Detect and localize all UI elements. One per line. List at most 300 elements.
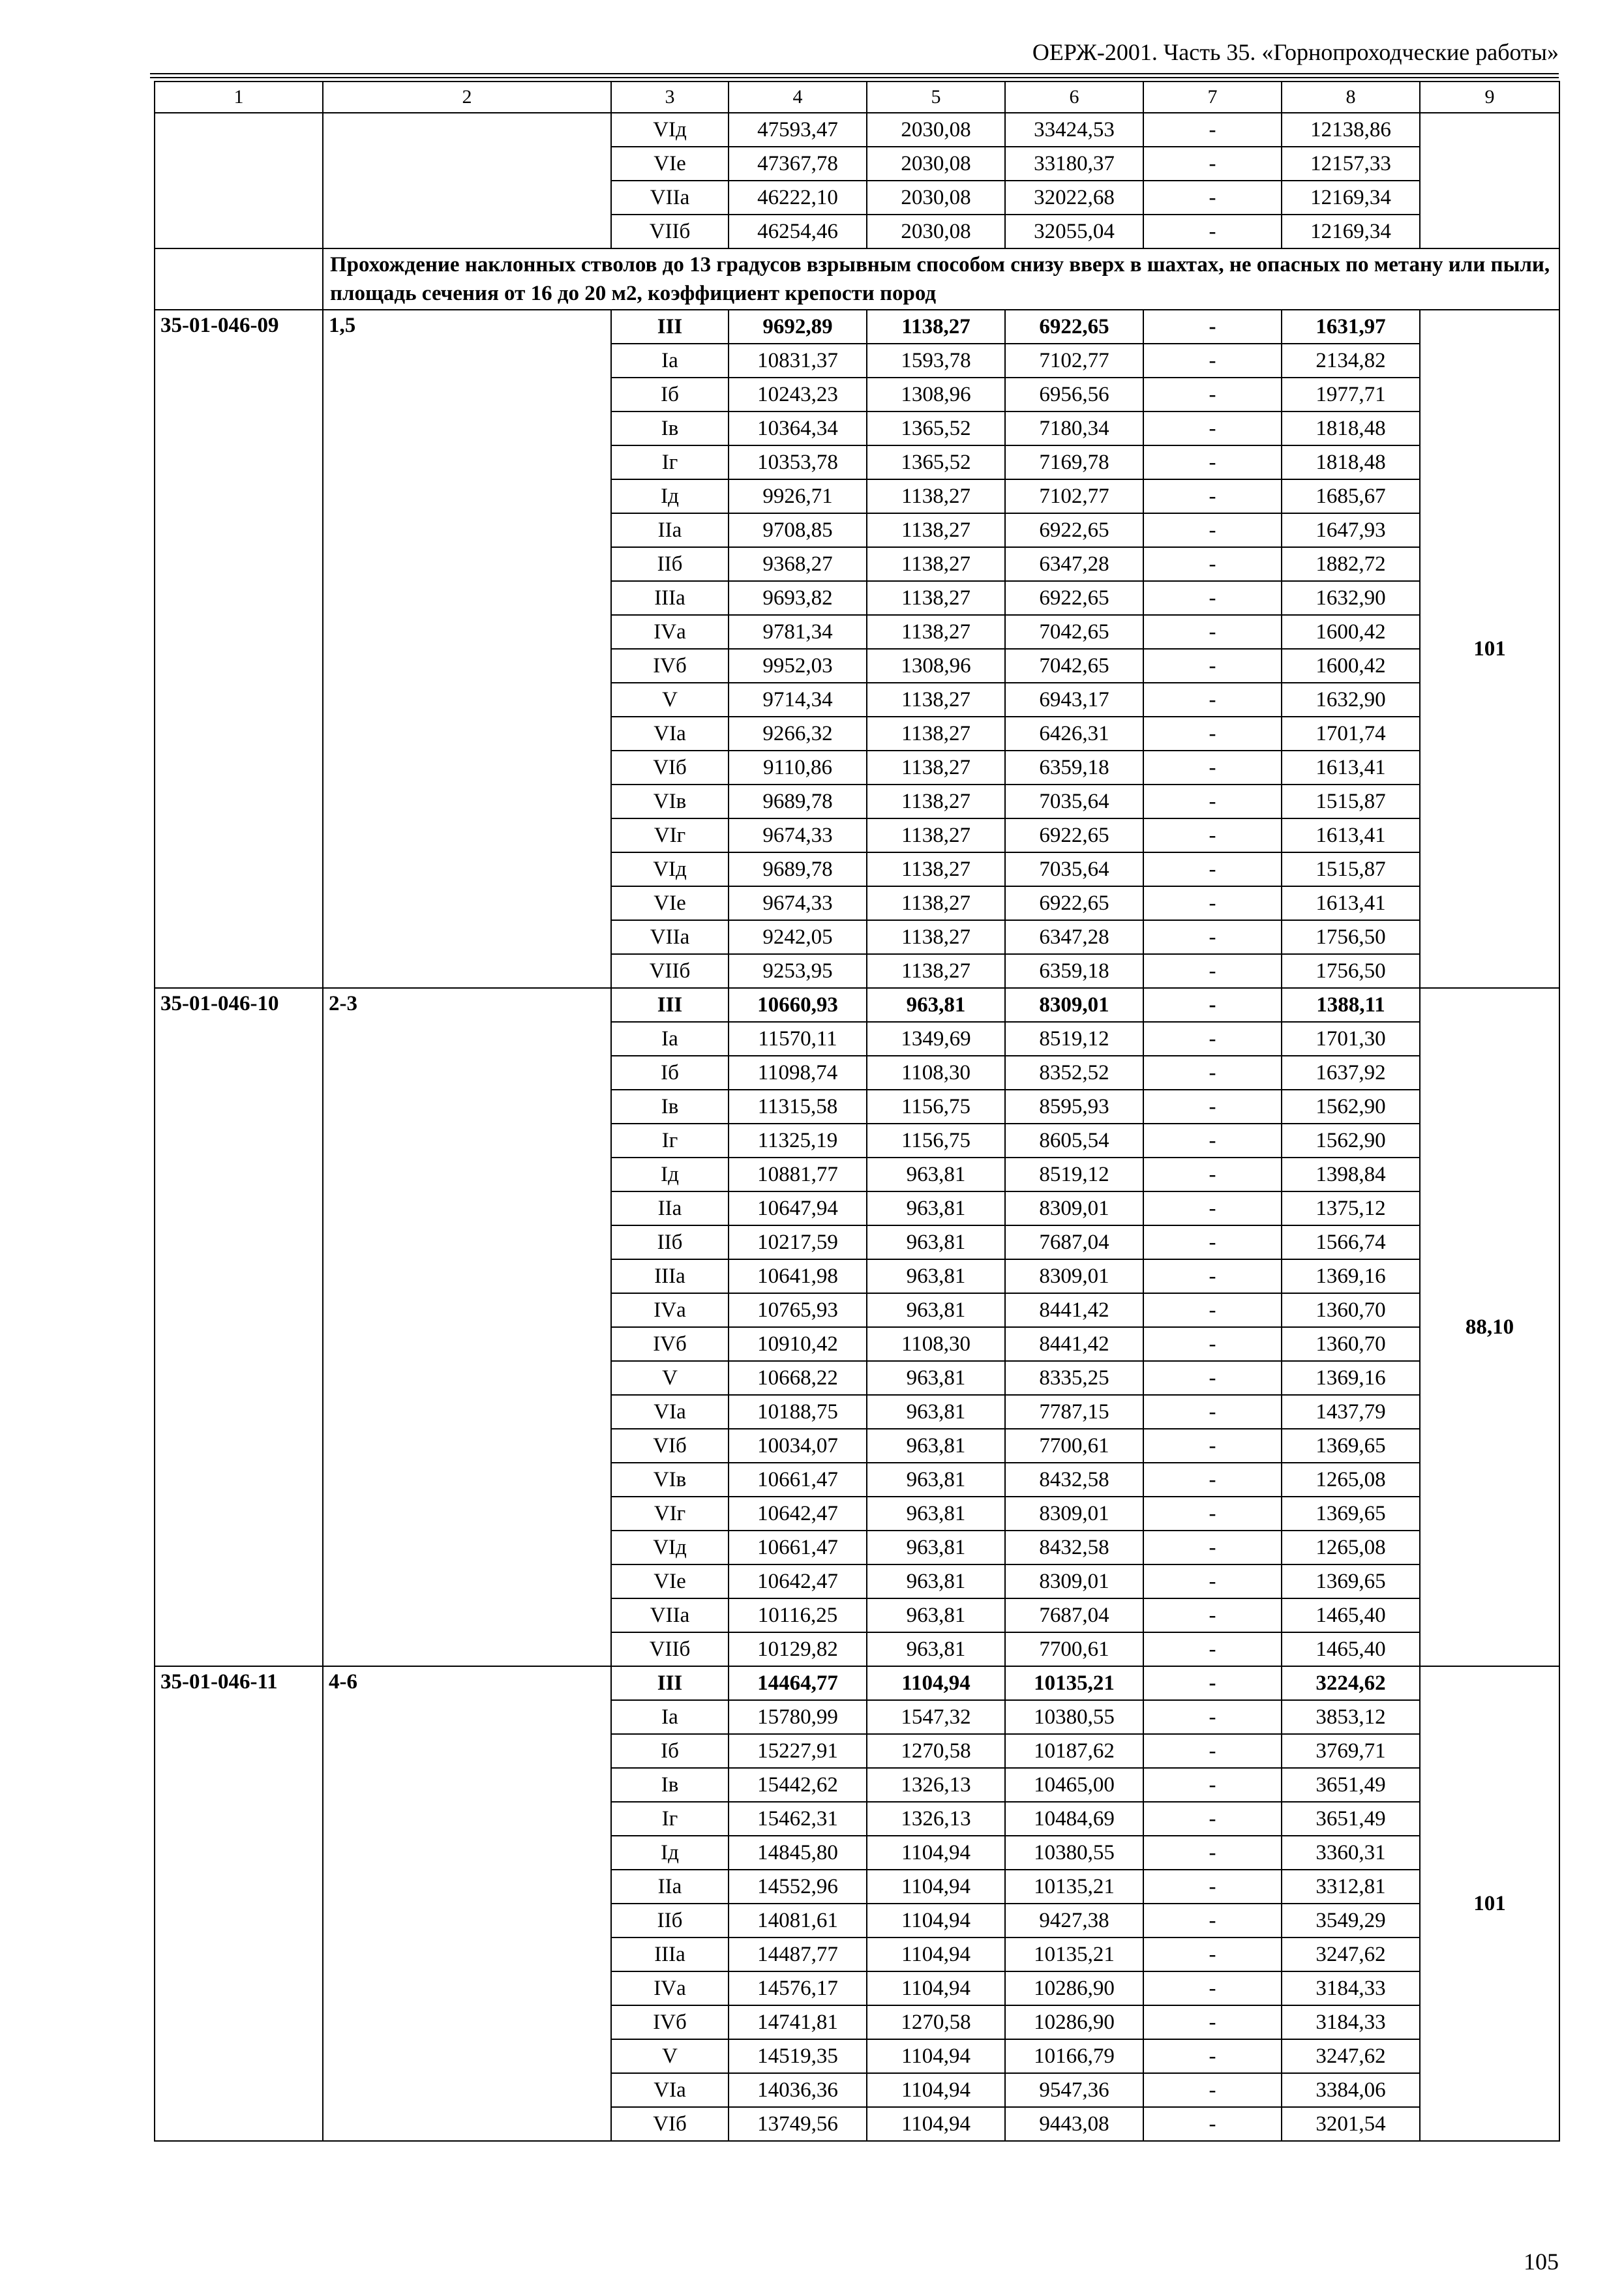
- col9-cell: 101: [1420, 1666, 1559, 2141]
- variant-cell: Iг: [611, 1124, 729, 1158]
- materials-cost-cell: 1369,16: [1282, 1259, 1420, 1293]
- variant-cell: VIIб: [611, 1632, 729, 1666]
- total-cost-cell: 14845,80: [729, 1836, 867, 1870]
- total-cost-cell: 11325,19: [729, 1124, 867, 1158]
- materials-cost-cell: 1465,40: [1282, 1632, 1420, 1666]
- page-number: 105: [1524, 2249, 1559, 2275]
- rate-code-cell: 35-01-046-11: [155, 1666, 323, 2141]
- variant-cell: IIа: [611, 513, 729, 547]
- driver-wage-cell: -: [1143, 344, 1282, 378]
- total-cost-cell: 47593,47: [729, 113, 867, 147]
- materials-cost-cell: 1632,90: [1282, 683, 1420, 717]
- machine-cost-cell: 10484,69: [1005, 1802, 1143, 1836]
- labor-cost-cell: 1138,27: [867, 717, 1005, 751]
- variant-cell: Iв: [611, 1090, 729, 1124]
- driver-wage-cell: -: [1143, 1802, 1282, 1836]
- materials-cost-cell: 1465,40: [1282, 1598, 1420, 1632]
- variant-cell: III: [611, 1666, 729, 1700]
- labor-cost-cell: 1270,58: [867, 1734, 1005, 1768]
- labor-cost-cell: 1547,32: [867, 1700, 1005, 1734]
- labor-cost-cell: 963,81: [867, 1632, 1005, 1666]
- machine-cost-cell: 8441,42: [1005, 1293, 1143, 1327]
- variant-cell: VIIб: [611, 215, 729, 248]
- driver-wage-cell: -: [1143, 1937, 1282, 1971]
- labor-cost-cell: 1138,27: [867, 547, 1005, 581]
- machine-cost-cell: 8432,58: [1005, 1463, 1143, 1497]
- col9-cell: [1420, 113, 1559, 248]
- labor-cost-cell: 963,81: [867, 1531, 1005, 1564]
- total-cost-cell: 11315,58: [729, 1090, 867, 1124]
- variant-cell: Iб: [611, 1734, 729, 1768]
- materials-cost-cell: 1360,70: [1282, 1293, 1420, 1327]
- labor-cost-cell: 1365,52: [867, 411, 1005, 445]
- labor-cost-cell: 1138,27: [867, 886, 1005, 920]
- variant-cell: V: [611, 1361, 729, 1395]
- machine-cost-cell: 10135,21: [1005, 1937, 1143, 1971]
- machine-cost-cell: 33424,53: [1005, 113, 1143, 147]
- total-cost-cell: 10364,34: [729, 411, 867, 445]
- labor-cost-cell: 2030,08: [867, 181, 1005, 215]
- variant-cell: VIIа: [611, 181, 729, 215]
- machine-cost-cell: 10286,90: [1005, 1971, 1143, 2005]
- total-cost-cell: 10661,47: [729, 1531, 867, 1564]
- driver-wage-cell: -: [1143, 2005, 1282, 2039]
- driver-wage-cell: -: [1143, 785, 1282, 818]
- driver-wage-cell: -: [1143, 1395, 1282, 1429]
- column-header: 2: [323, 82, 611, 113]
- labor-cost-cell: 1138,27: [867, 683, 1005, 717]
- driver-wage-cell: -: [1143, 1191, 1282, 1225]
- labor-cost-cell: 1138,27: [867, 785, 1005, 818]
- machine-cost-cell: 10135,21: [1005, 1666, 1143, 1700]
- driver-wage-cell: -: [1143, 513, 1282, 547]
- variant-cell: IVб: [611, 1327, 729, 1361]
- labor-cost-cell: 1365,52: [867, 445, 1005, 479]
- header-rule-top: [150, 73, 1559, 74]
- driver-wage-cell: -: [1143, 615, 1282, 649]
- variant-cell: III: [611, 988, 729, 1022]
- labor-cost-cell: 1104,94: [867, 2039, 1005, 2073]
- driver-wage-cell: -: [1143, 1361, 1282, 1395]
- total-cost-cell: 10188,75: [729, 1395, 867, 1429]
- rate-code-cell: 35-01-046-09: [155, 310, 323, 988]
- labor-cost-cell: 1308,96: [867, 378, 1005, 411]
- labor-cost-cell: 963,81: [867, 1395, 1005, 1429]
- driver-wage-cell: -: [1143, 1429, 1282, 1463]
- machine-cost-cell: 6922,65: [1005, 581, 1143, 615]
- labor-cost-cell: 1138,27: [867, 310, 1005, 344]
- driver-wage-cell: -: [1143, 1564, 1282, 1598]
- driver-wage-cell: -: [1143, 1327, 1282, 1361]
- table-row: [155, 113, 1559, 147]
- labor-cost-cell: 1104,94: [867, 1904, 1005, 1937]
- driver-wage-cell: -: [1143, 411, 1282, 445]
- materials-cost-cell: 1631,97: [1282, 310, 1420, 344]
- machine-cost-cell: 6347,28: [1005, 547, 1143, 581]
- total-cost-cell: 9253,95: [729, 954, 867, 988]
- total-cost-cell: 11098,74: [729, 1056, 867, 1090]
- labor-cost-cell: 1104,94: [867, 1870, 1005, 1904]
- total-cost-cell: 10765,93: [729, 1293, 867, 1327]
- labor-cost-cell: 963,81: [867, 988, 1005, 1022]
- driver-wage-cell: -: [1143, 1463, 1282, 1497]
- labor-cost-cell: 1270,58: [867, 2005, 1005, 2039]
- column-header: 9: [1420, 82, 1559, 113]
- driver-wage-cell: -: [1143, 1598, 1282, 1632]
- total-cost-cell: 13749,56: [729, 2107, 867, 2141]
- machine-cost-cell: 7687,04: [1005, 1598, 1143, 1632]
- machine-cost-cell: 10135,21: [1005, 1870, 1143, 1904]
- table-row: [155, 310, 1559, 344]
- materials-cost-cell: 3201,54: [1282, 2107, 1420, 2141]
- machine-cost-cell: 32055,04: [1005, 215, 1143, 248]
- total-cost-cell: 9952,03: [729, 649, 867, 683]
- materials-cost-cell: 1398,84: [1282, 1158, 1420, 1191]
- machine-cost-cell: 10380,55: [1005, 1700, 1143, 1734]
- labor-cost-cell: 963,81: [867, 1564, 1005, 1598]
- machine-cost-cell: 7787,15: [1005, 1395, 1143, 1429]
- total-cost-cell: 9692,89: [729, 310, 867, 344]
- variant-cell: VIд: [611, 852, 729, 886]
- variant-cell: VIв: [611, 1463, 729, 1497]
- variant-cell: IIа: [611, 1191, 729, 1225]
- materials-cost-cell: 1613,41: [1282, 886, 1420, 920]
- materials-cost-cell: 12169,34: [1282, 181, 1420, 215]
- total-cost-cell: 14036,36: [729, 2073, 867, 2107]
- driver-wage-cell: -: [1143, 1056, 1282, 1090]
- machine-cost-cell: 6359,18: [1005, 751, 1143, 785]
- variant-cell: IIб: [611, 1225, 729, 1259]
- labor-cost-cell: 963,81: [867, 1497, 1005, 1531]
- driver-wage-cell: -: [1143, 649, 1282, 683]
- machine-cost-cell: 33180,37: [1005, 147, 1143, 181]
- total-cost-cell: 10641,98: [729, 1259, 867, 1293]
- total-cost-cell: 10881,77: [729, 1158, 867, 1191]
- table-row: [155, 1666, 1559, 1700]
- total-cost-cell: 10129,82: [729, 1632, 867, 1666]
- labor-cost-cell: 963,81: [867, 1429, 1005, 1463]
- materials-cost-cell: 2134,82: [1282, 344, 1420, 378]
- machine-cost-cell: 6943,17: [1005, 683, 1143, 717]
- labor-cost-cell: 1138,27: [867, 920, 1005, 954]
- total-cost-cell: 9266,32: [729, 717, 867, 751]
- variant-cell: Iб: [611, 378, 729, 411]
- machine-cost-cell: 7700,61: [1005, 1429, 1143, 1463]
- total-cost-cell: 10642,47: [729, 1564, 867, 1598]
- labor-cost-cell: 1104,94: [867, 1937, 1005, 1971]
- total-cost-cell: 14464,77: [729, 1666, 867, 1700]
- total-cost-cell: 10034,07: [729, 1429, 867, 1463]
- materials-cost-cell: 1566,74: [1282, 1225, 1420, 1259]
- variant-cell: IVб: [611, 649, 729, 683]
- total-cost-cell: 10642,47: [729, 1497, 867, 1531]
- variant-cell: IIIа: [611, 1259, 729, 1293]
- materials-cost-cell: 1375,12: [1282, 1191, 1420, 1225]
- materials-cost-cell: 3360,31: [1282, 1836, 1420, 1870]
- variant-cell: IIб: [611, 1904, 729, 1937]
- materials-cost-cell: 1685,67: [1282, 479, 1420, 513]
- total-cost-cell: 9781,34: [729, 615, 867, 649]
- materials-cost-cell: 1369,65: [1282, 1564, 1420, 1598]
- section-title-row: [155, 248, 1559, 310]
- driver-wage-cell: -: [1143, 479, 1282, 513]
- machine-cost-cell: 7687,04: [1005, 1225, 1143, 1259]
- variant-cell: V: [611, 683, 729, 717]
- variant-cell: Iа: [611, 1022, 729, 1056]
- materials-cost-cell: 3384,06: [1282, 2073, 1420, 2107]
- variant-cell: IVб: [611, 2005, 729, 2039]
- variant-cell: VIд: [611, 1531, 729, 1564]
- driver-wage-cell: -: [1143, 215, 1282, 248]
- variant-cell: VIе: [611, 886, 729, 920]
- labor-cost-cell: 2030,08: [867, 147, 1005, 181]
- labor-cost-cell: 1104,94: [867, 1971, 1005, 2005]
- machine-cost-cell: 9547,36: [1005, 2073, 1143, 2107]
- materials-cost-cell: 1637,92: [1282, 1056, 1420, 1090]
- driver-wage-cell: -: [1143, 2107, 1282, 2141]
- variant-cell: Iв: [611, 1768, 729, 1802]
- total-cost-cell: 14552,96: [729, 1870, 867, 1904]
- total-cost-cell: 10116,25: [729, 1598, 867, 1632]
- driver-wage-cell: -: [1143, 1700, 1282, 1734]
- variant-cell: Iа: [611, 1700, 729, 1734]
- code-cell: [155, 113, 323, 248]
- total-cost-cell: 9926,71: [729, 479, 867, 513]
- section-title: Прохождение наклонных стволов до 13 градусов взрывным способом снизу вверх в шахтах, не опасных по метану или пыли, площадь сечения от 16 до 20 м2, коэффициент крепости пород: [323, 248, 1559, 310]
- variant-cell: VIб: [611, 1429, 729, 1463]
- machine-cost-cell: 8309,01: [1005, 1564, 1143, 1598]
- machine-cost-cell: 7169,78: [1005, 445, 1143, 479]
- materials-cost-cell: 3312,81: [1282, 1870, 1420, 1904]
- total-cost-cell: 9242,05: [729, 920, 867, 954]
- col9-cell: 88,10: [1420, 988, 1559, 1666]
- labor-cost-cell: 963,81: [867, 1259, 1005, 1293]
- variant-cell: III: [611, 310, 729, 344]
- labor-cost-cell: 1308,96: [867, 649, 1005, 683]
- total-cost-cell: 10831,37: [729, 344, 867, 378]
- materials-cost-cell: 1613,41: [1282, 818, 1420, 852]
- materials-cost-cell: 3651,49: [1282, 1802, 1420, 1836]
- total-cost-cell: 10647,94: [729, 1191, 867, 1225]
- machine-cost-cell: 6922,65: [1005, 310, 1143, 344]
- labor-cost-cell: 1349,69: [867, 1022, 1005, 1056]
- driver-wage-cell: -: [1143, 852, 1282, 886]
- total-cost-cell: 9689,78: [729, 852, 867, 886]
- column-header: 1: [155, 82, 323, 113]
- materials-cost-cell: 1701,74: [1282, 717, 1420, 751]
- total-cost-cell: 10353,78: [729, 445, 867, 479]
- total-cost-cell: 10661,47: [729, 1463, 867, 1497]
- total-cost-cell: 9693,82: [729, 581, 867, 615]
- driver-wage-cell: -: [1143, 683, 1282, 717]
- driver-wage-cell: -: [1143, 1259, 1282, 1293]
- rate-code-cell: 35-01-046-10: [155, 988, 323, 1666]
- total-cost-cell: 11570,11: [729, 1022, 867, 1056]
- variant-cell: VIб: [611, 751, 729, 785]
- column-header: 6: [1005, 82, 1143, 113]
- header-rule-bottom: [150, 77, 1559, 78]
- materials-cost-cell: 1632,90: [1282, 581, 1420, 615]
- machine-cost-cell: 8441,42: [1005, 1327, 1143, 1361]
- driver-wage-cell: -: [1143, 1836, 1282, 1870]
- total-cost-cell: 46254,46: [729, 215, 867, 248]
- materials-cost-cell: 3184,33: [1282, 2005, 1420, 2039]
- machine-cost-cell: 6922,65: [1005, 886, 1143, 920]
- driver-wage-cell: -: [1143, 310, 1282, 344]
- column-header: 5: [867, 82, 1005, 113]
- driver-wage-cell: -: [1143, 1870, 1282, 1904]
- total-cost-cell: 9674,33: [729, 886, 867, 920]
- total-cost-cell: 15227,91: [729, 1734, 867, 1768]
- machine-cost-cell: 8519,12: [1005, 1022, 1143, 1056]
- materials-cost-cell: 1647,93: [1282, 513, 1420, 547]
- variant-cell: VIб: [611, 2107, 729, 2141]
- materials-cost-cell: 3549,29: [1282, 1904, 1420, 1937]
- labor-cost-cell: 1156,75: [867, 1124, 1005, 1158]
- variant-cell: Iа: [611, 344, 729, 378]
- labor-cost-cell: 1108,30: [867, 1056, 1005, 1090]
- materials-cost-cell: 1600,42: [1282, 649, 1420, 683]
- labor-cost-cell: 1326,13: [867, 1802, 1005, 1836]
- total-cost-cell: 9708,85: [729, 513, 867, 547]
- labor-cost-cell: 1138,27: [867, 954, 1005, 988]
- machine-cost-cell: 9427,38: [1005, 1904, 1143, 1937]
- driver-wage-cell: -: [1143, 1666, 1282, 1700]
- driver-wage-cell: -: [1143, 547, 1282, 581]
- hardness-param-cell: 2-3: [323, 988, 611, 1666]
- driver-wage-cell: -: [1143, 147, 1282, 181]
- materials-cost-cell: 12169,34: [1282, 215, 1420, 248]
- machine-cost-cell: 10187,62: [1005, 1734, 1143, 1768]
- variant-cell: Iд: [611, 1158, 729, 1191]
- variant-cell: VIа: [611, 2073, 729, 2107]
- driver-wage-cell: -: [1143, 1022, 1282, 1056]
- machine-cost-cell: 7700,61: [1005, 1632, 1143, 1666]
- machine-cost-cell: 8605,54: [1005, 1124, 1143, 1158]
- materials-cost-cell: 1562,90: [1282, 1090, 1420, 1124]
- driver-wage-cell: -: [1143, 954, 1282, 988]
- variant-cell: Iд: [611, 1836, 729, 1870]
- variant-cell: VIIа: [611, 920, 729, 954]
- total-cost-cell: 15780,99: [729, 1700, 867, 1734]
- total-cost-cell: 14576,17: [729, 1971, 867, 2005]
- materials-cost-cell: 1437,79: [1282, 1395, 1420, 1429]
- driver-wage-cell: -: [1143, 717, 1282, 751]
- total-cost-cell: 9674,33: [729, 818, 867, 852]
- labor-cost-cell: 1138,27: [867, 751, 1005, 785]
- materials-cost-cell: 3247,62: [1282, 2039, 1420, 2073]
- driver-wage-cell: -: [1143, 2073, 1282, 2107]
- total-cost-cell: 10243,23: [729, 378, 867, 411]
- labor-cost-cell: 2030,08: [867, 113, 1005, 147]
- materials-cost-cell: 3769,71: [1282, 1734, 1420, 1768]
- driver-wage-cell: -: [1143, 1497, 1282, 1531]
- machine-cost-cell: 7102,77: [1005, 479, 1143, 513]
- machine-cost-cell: 6922,65: [1005, 513, 1143, 547]
- machine-cost-cell: 7042,65: [1005, 615, 1143, 649]
- machine-cost-cell: 7102,77: [1005, 344, 1143, 378]
- labor-cost-cell: 963,81: [867, 1158, 1005, 1191]
- col9-cell: 101: [1420, 310, 1559, 988]
- machine-cost-cell: 8352,52: [1005, 1056, 1143, 1090]
- machine-cost-cell: 9443,08: [1005, 2107, 1143, 2141]
- machine-cost-cell: 7035,64: [1005, 852, 1143, 886]
- variant-cell: VIг: [611, 1497, 729, 1531]
- materials-cost-cell: 1701,30: [1282, 1022, 1420, 1056]
- total-cost-cell: 9689,78: [729, 785, 867, 818]
- labor-cost-cell: 1138,27: [867, 479, 1005, 513]
- machine-cost-cell: 8335,25: [1005, 1361, 1143, 1395]
- labor-cost-cell: 1104,94: [867, 2073, 1005, 2107]
- variant-cell: Iд: [611, 479, 729, 513]
- section-spacer-cell: [155, 248, 323, 310]
- variant-cell: VIд: [611, 113, 729, 147]
- column-header: 8: [1282, 82, 1420, 113]
- machine-cost-cell: 7035,64: [1005, 785, 1143, 818]
- machine-cost-cell: 8309,01: [1005, 988, 1143, 1022]
- materials-cost-cell: 12157,33: [1282, 147, 1420, 181]
- materials-cost-cell: 1265,08: [1282, 1463, 1420, 1497]
- labor-cost-cell: 963,81: [867, 1293, 1005, 1327]
- variant-cell: VIIа: [611, 1598, 729, 1632]
- machine-cost-cell: 6956,56: [1005, 378, 1143, 411]
- machine-cost-cell: 10380,55: [1005, 1836, 1143, 1870]
- driver-wage-cell: -: [1143, 181, 1282, 215]
- total-cost-cell: 10217,59: [729, 1225, 867, 1259]
- materials-cost-cell: 12138,86: [1282, 113, 1420, 147]
- variant-cell: Iв: [611, 411, 729, 445]
- machine-cost-cell: 7180,34: [1005, 411, 1143, 445]
- driver-wage-cell: -: [1143, 1158, 1282, 1191]
- driver-wage-cell: -: [1143, 1293, 1282, 1327]
- machine-cost-cell: 6359,18: [1005, 954, 1143, 988]
- materials-cost-cell: 1818,48: [1282, 445, 1420, 479]
- machine-cost-cell: 8432,58: [1005, 1531, 1143, 1564]
- materials-cost-cell: 1369,65: [1282, 1497, 1420, 1531]
- labor-cost-cell: 1138,27: [867, 818, 1005, 852]
- labor-cost-cell: 963,81: [867, 1191, 1005, 1225]
- total-cost-cell: 14519,35: [729, 2039, 867, 2073]
- materials-cost-cell: 3247,62: [1282, 1937, 1420, 1971]
- hardness-param-cell: 4-6: [323, 1666, 611, 2141]
- total-cost-cell: 10660,93: [729, 988, 867, 1022]
- table-body: [155, 113, 1559, 2141]
- variant-cell: VIIб: [611, 954, 729, 988]
- total-cost-cell: 14487,77: [729, 1937, 867, 1971]
- labor-cost-cell: 2030,08: [867, 215, 1005, 248]
- driver-wage-cell: -: [1143, 1904, 1282, 1937]
- driver-wage-cell: -: [1143, 1734, 1282, 1768]
- labor-cost-cell: 963,81: [867, 1463, 1005, 1497]
- materials-cost-cell: 1265,08: [1282, 1531, 1420, 1564]
- labor-cost-cell: 1104,94: [867, 2107, 1005, 2141]
- materials-cost-cell: 1882,72: [1282, 547, 1420, 581]
- driver-wage-cell: -: [1143, 378, 1282, 411]
- machine-cost-cell: 32022,68: [1005, 181, 1143, 215]
- materials-cost-cell: 3224,62: [1282, 1666, 1420, 1700]
- driver-wage-cell: -: [1143, 818, 1282, 852]
- rates-table: [154, 81, 1560, 2142]
- variant-cell: IIIа: [611, 581, 729, 615]
- driver-wage-cell: -: [1143, 1225, 1282, 1259]
- variant-cell: Iг: [611, 1802, 729, 1836]
- machine-cost-cell: 10286,90: [1005, 2005, 1143, 2039]
- machine-cost-cell: 6347,28: [1005, 920, 1143, 954]
- materials-cost-cell: 1360,70: [1282, 1327, 1420, 1361]
- materials-cost-cell: 3853,12: [1282, 1700, 1420, 1734]
- materials-cost-cell: 3651,49: [1282, 1768, 1420, 1802]
- labor-cost-cell: 1138,27: [867, 852, 1005, 886]
